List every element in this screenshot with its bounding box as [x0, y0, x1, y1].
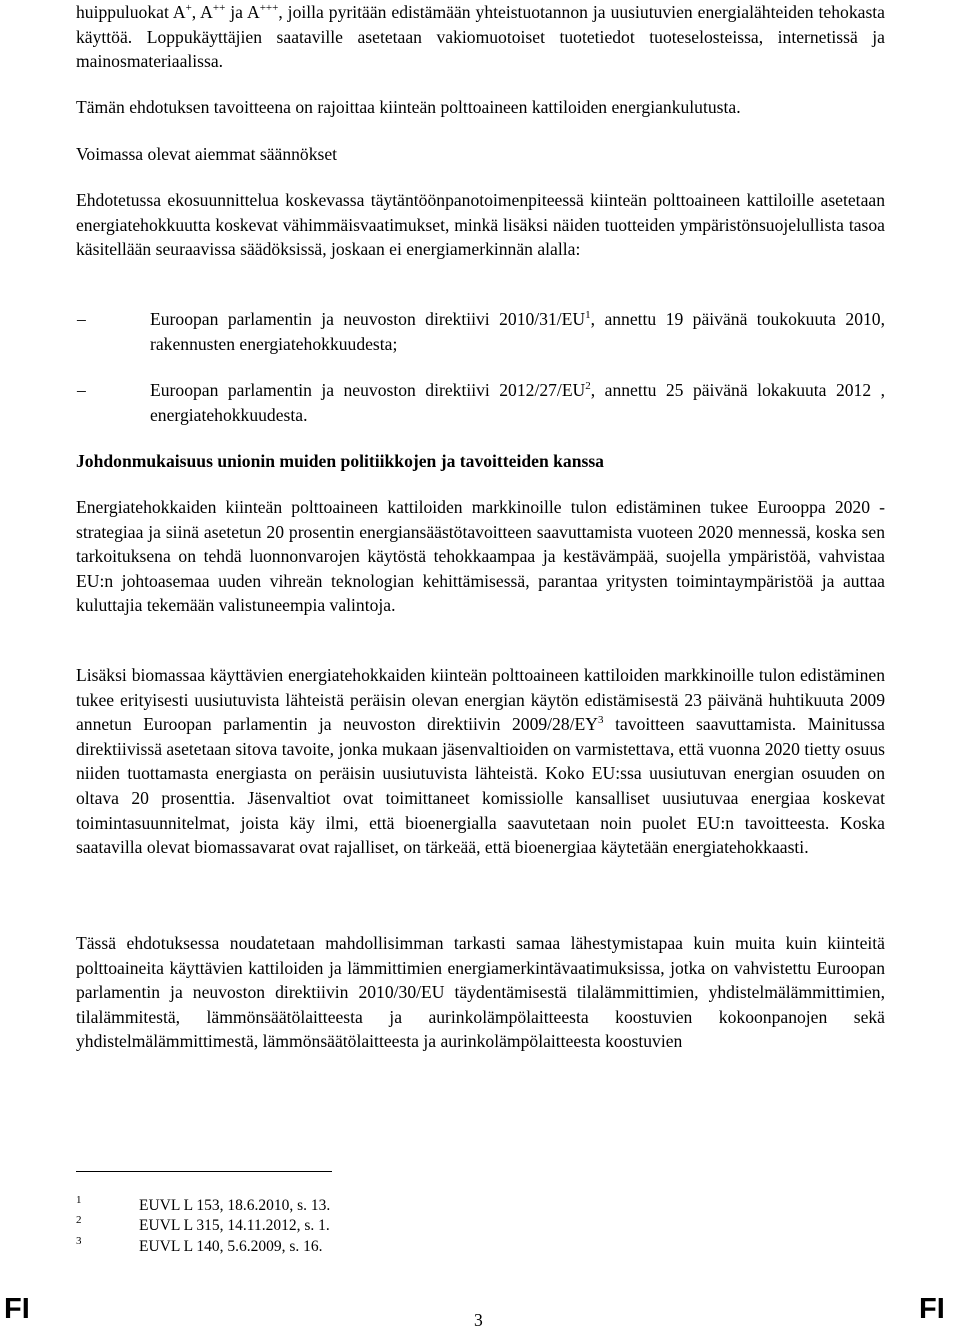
- approach-paragraph: Tässä ehdotuksessa noudatetaan mahdollisimman tarkasti samaa lähestymistapaa kuin muita kuin kiinteitä polttoaineita käyttävien kattiloiden ja lämmittimien energiamerkintävaatimuksissa, jotka on vahvistettu Euroopan parlamentin ja neuvoston direktiivin 2010/30/EU täydentämisestä tilalämmittimien, yhdistelmälämmittimien, tilalämmitestä, lämmönsäätölaitteesta ja aurinkolämpölaitteesta koostuvien kokoonpanojen sekä yhdistelmälämmittimestä, lämmönsäätölaitteesta ja aurinkolämpölaitteesta koostuvien: [76, 933, 885, 1052]
- biomass-paragraph: Lisäksi biomassaa käyttävien energiatehokkaiden kiinteän polttoaineen kattiloiden markkinoille tulon edistäminen tukee erityisesti uusiutuvista lähteistä peräisin olevan energian käytön edistämisestä 23 päivänä huhtikuuta 2009 annetun Euroopan parlamentin ja neuvoston direktiivin $2009/28/EY^3$ tavoitteen saavuttamista. Mainitussa direktiivissä asetetaan sitova tavoite, jonka mukaan jäsenvaltioiden on varmistettava, että vuonna 2020 tietty osuus niiden tuottamasta energiasta on peräisin uusiutuvista lähteistä. Koko EU:ssa uusiutuvan energian osuuden on oltava 20 prosenttia. Jäsenvaltiot ovat toimittaneet komissiolle kansalliset uusiutuvaa energiaa koskevat toimintasuunnitelmat, joista käy ilmi, että bioenergialla saavutetaan noin puolet EU:n tavoitteesta. Koska saatavilla olevat biomassavarat ovat rajalliset, on tärkeää, että bioenergiaa käytetään energiatehokkaasti.: [76, 665, 885, 858]
- footnote-ref: 1: [585, 309, 591, 322]
- footnote-text: EUVL L 153, 18.6.2010, s. 13.: [139, 1197, 331, 1214]
- footnote-ref: 2: [585, 380, 591, 393]
- list-item: [76, 378, 885, 427]
- footnote-text: EUVL L 140, 5.6.2009, s. 16.: [139, 1238, 323, 1255]
- language-marker-left: FI: [4, 1293, 30, 1325]
- objective-paragraph: Tämän ehdotuksen tavoitteena on rajoittaa kiinteän polttoaineen kattiloiden energiankulutusta.: [76, 97, 741, 117]
- intro-paragraph: huippuluokat A+, A++ ja A+++, joilla pyritään edistämään yhteistuotannon ja uusiutuvien energialähteiden tehokasta käyttöä. Loppukäyttäjien saataville asetetaan vakiomuotoiset tuotetiedot tuoteselosteissa, internetissä ja mainosmateriaalissa.: [76, 2, 885, 72]
- footnote-separator: [76, 1171, 332, 1172]
- list-item-text: Euroopan parlamentin ja neuvoston direktiivi $2010/31/EU^1$, annettu 19 päivänä toukokuuta 2010, rakennusten energiatehokkuudesta;: [150, 309, 885, 354]
- language-marker-right: FI: [919, 1293, 945, 1325]
- consistency-paragraph: Energiatehokkaiden kiinteän polttoaineen kattiloiden markkinoille tulon edistäminen tukee Eurooppa 2020 -strategiaa ja siinä asetetun 20 prosentin energiansäästötavoitteen saavuttamista vuoteen 2020 mennessä, koska sen tarkoituksena on tehdä luonnonvarojen käytöstä tehokkaampaa ja kestävämpää, suojella ympäristöä, vahvistaa EU:n johtoasemaa uuden vihreän teknologian kehittämisessä, parantaa yritysten toimintaympäristöä ja auttaa kuluttajia tekemään valistuneempia valintoja.: [76, 497, 885, 616]
- footnote-number: 3: [76, 1235, 82, 1247]
- dash-marker: –: [77, 380, 86, 400]
- page-number: 3: [474, 1310, 483, 1330]
- section-heading-existing-provisions: Voimassa olevat aiemmat säännökset: [76, 144, 338, 164]
- footnote-number: 2: [76, 1214, 82, 1226]
- dash-marker: –: [77, 309, 86, 329]
- list-item-text: Euroopan parlamentin ja neuvoston direktiivi $2012/27/EU^2$, annettu 25 päivänä lokakuuta 2012 , energiatehokkuudesta.: [150, 380, 886, 425]
- section-heading-consistency: Johdonmukaisuus unionin muiden politiikkojen ja tavoitteiden kanssa: [76, 451, 604, 471]
- footnote-ref: 3: [597, 714, 604, 727]
- footnote-number: 1: [76, 1194, 82, 1206]
- existing-provisions-paragraph: Ehdotetussa ekosuunnittelua koskevassa täytäntöönpanotoimenpiteessä kiinteän polttoaineen kattiloille asetetaan energiatehokkuutta koskevat vähimmäisvaatimukset, minkä lisäksi näiden tuotteiden ympäristönsuojelullista tasoa käsitellään seuraavissa säädöksissä, joskaan ei energiamerkinnän alalla:: [76, 190, 885, 260]
- list-item: [76, 307, 885, 356]
- footnote-text: EUVL L 315, 14.11.2012, s. 1.: [139, 1217, 330, 1234]
